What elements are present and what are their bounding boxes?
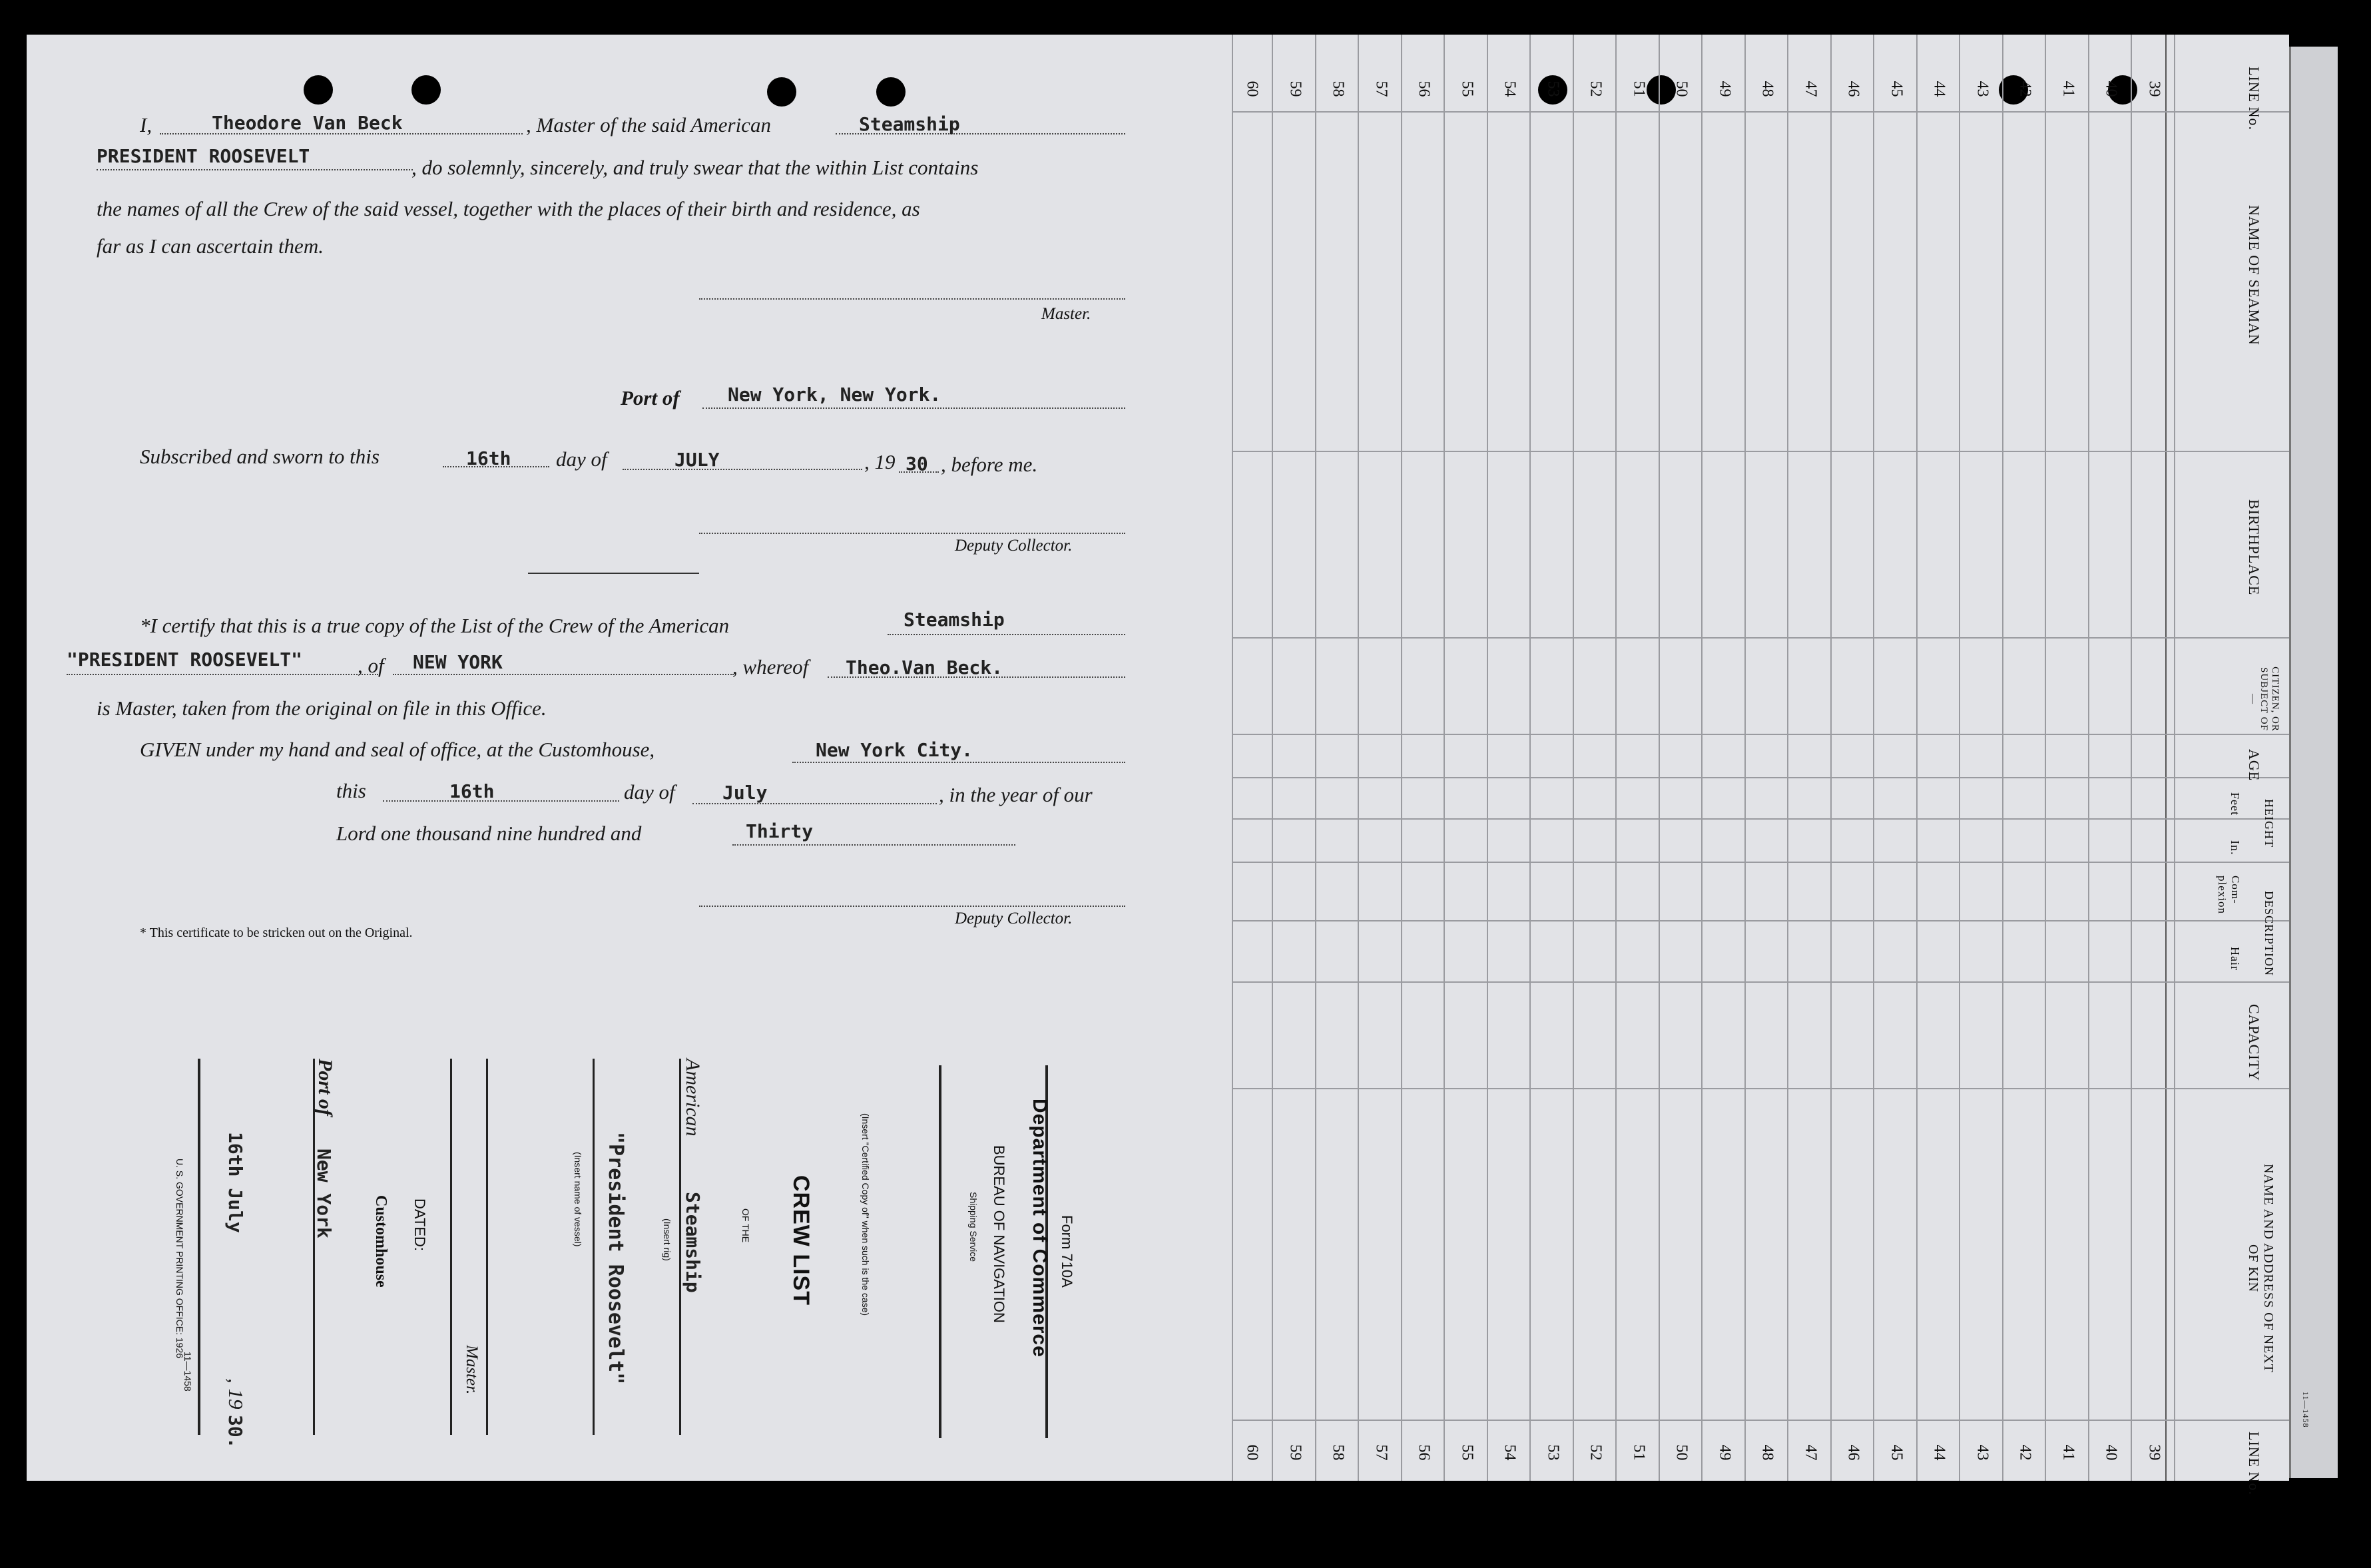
row-divider	[1315, 35, 1316, 1481]
deputy-collector-label: Deputy Collector.	[955, 537, 1073, 555]
line-number: 42	[2016, 81, 2034, 97]
header-in: In.	[2229, 840, 2242, 856]
line-number: 40	[2102, 1444, 2120, 1461]
oath-swear-1: , do solemnly, sincerely, and truly swear that the within List contains	[411, 156, 979, 179]
row-divider	[1529, 35, 1531, 1481]
line-number: 48	[1758, 1444, 1776, 1461]
line-number: 55	[1458, 81, 1475, 97]
header-height: HEIGHT	[2262, 799, 2276, 848]
cert-customhouse: New York City.	[816, 739, 973, 761]
docket-year: 30.	[224, 1415, 246, 1449]
cert-master: Theo.Van Beck.	[846, 656, 1003, 678]
cert-vessel-name: "PRESIDENT ROOSEVELT"	[67, 649, 303, 670]
row-divider	[1916, 35, 1918, 1481]
oath-master-of: , Master of the said American	[526, 113, 771, 136]
docket-service: Shipping Service	[968, 1192, 979, 1262]
line-number: 59	[1286, 1444, 1304, 1461]
cert-whereof: , whereof	[732, 655, 809, 678]
docket-insert-rig: (Insert rig)	[662, 1218, 672, 1261]
line-number: 40	[2102, 81, 2120, 97]
header-line-no: LINE No.	[2246, 67, 2262, 131]
row-divider	[2045, 35, 2046, 1481]
cert-home-port: NEW YORK	[413, 651, 503, 673]
docket-crew-list: CREW LIST	[788, 1175, 814, 1306]
docket-printer: U. S. GOVERNMENT PRINTING OFFICE: 1926	[174, 1159, 185, 1359]
cert-of: , of	[358, 654, 384, 677]
line-number: 44	[1930, 81, 1948, 97]
line-number: 53	[1544, 81, 1561, 97]
cert-day-of: day of	[624, 780, 675, 804]
docket-customhouse: Customhouse	[372, 1195, 390, 1288]
header-feet: Feet	[2229, 792, 2242, 816]
line-number: 43	[1974, 81, 1991, 97]
row-divider	[1272, 35, 1273, 1481]
cert-day: 16th	[449, 780, 495, 802]
punch-hole	[767, 77, 796, 107]
cert-vessel-type: Steamship	[904, 609, 1005, 631]
line-number: 60	[1243, 81, 1261, 97]
row-divider	[2174, 35, 2175, 1481]
line-number: 51	[1630, 81, 1647, 97]
row-divider	[1787, 35, 1788, 1481]
line-number: 54	[1501, 81, 1519, 97]
docket-form: Form 710A	[1059, 1215, 1075, 1288]
line-number: 59	[1286, 81, 1304, 97]
line-number: 45	[1888, 81, 1905, 97]
line-number: 55	[1458, 1444, 1475, 1461]
line-number: 45	[1888, 1444, 1905, 1461]
line-number: 60	[1243, 1444, 1261, 1461]
row-divider	[1401, 35, 1402, 1481]
punch-hole	[304, 75, 333, 105]
line-number: 49	[1716, 1444, 1733, 1461]
certificate-footnote: * This certificate to be stricken out on the Original.	[140, 925, 413, 940]
docket-code: 11—1458	[182, 1352, 193, 1392]
docket-port-of: Port of	[314, 1059, 336, 1116]
docket-insert-name: (Insert name of vessel)	[573, 1152, 583, 1247]
master-name: Theodore Van Beck	[212, 112, 403, 134]
row-divider	[2002, 35, 2003, 1481]
header-description: DESCRIPTION	[2262, 891, 2276, 977]
row-divider	[1487, 35, 1488, 1481]
docket-year-prefix: , 19	[224, 1378, 248, 1410]
row-divider	[1573, 35, 1574, 1481]
row-divider	[1444, 35, 1445, 1481]
header-birthplace: BIRTHPLACE	[2246, 499, 2262, 596]
vessel-type: Steamship	[859, 113, 960, 135]
cert-in-year: , in the year of our	[939, 783, 1093, 806]
row-divider	[1701, 35, 1703, 1481]
docket-rig: Steamship	[682, 1192, 704, 1293]
line-number: 39	[2145, 1444, 2163, 1461]
docket-dept: Department of Commerce	[1029, 1099, 1051, 1358]
row-divider	[1659, 35, 1660, 1481]
header-name: NAME OF SEAMAN	[2246, 205, 2262, 346]
line-number: 41	[2059, 81, 2077, 97]
cert-month: July	[722, 782, 768, 804]
docket-insert-note: (Insert "Certified Copy of" when such is the case)	[860, 1113, 871, 1316]
line-number: 46	[1844, 1444, 1862, 1461]
port-of-label: Port of	[621, 386, 680, 409]
docket-bureau: BUREAU OF NAVIGATION	[991, 1145, 1007, 1323]
oath-swear-3: far as I can ascertain them.	[97, 234, 324, 258]
header-kin: NAME AND ADDRESS OF NEXT OF KIN	[2246, 1163, 2276, 1374]
line-number: 52	[1587, 1444, 1605, 1461]
certificate-line-1: *I certify that this is a true copy of the List of the Crew of the American	[140, 614, 730, 637]
line-number: 54	[1501, 1444, 1519, 1461]
row-divider	[1959, 35, 1960, 1481]
docket-of-the: OF THE	[740, 1208, 751, 1243]
subscribed-label: Subscribed and sworn to this	[140, 445, 380, 468]
line-number: 56	[1415, 1444, 1433, 1461]
port-value: New York, New York.	[728, 384, 941, 405]
row-divider	[1358, 35, 1359, 1481]
line-number: 57	[1372, 81, 1390, 97]
line-number: 39	[2145, 81, 2163, 97]
line-number: 50	[1673, 81, 1691, 97]
line-number: 51	[1630, 1444, 1647, 1461]
docket-vessel: "President Roosevelt"	[604, 1132, 627, 1385]
line-number: 46	[1844, 81, 1862, 97]
docket-dated: DATED:	[411, 1198, 428, 1252]
row-divider	[1615, 35, 1617, 1481]
docket-american: American	[682, 1059, 704, 1137]
master-signature-label: Master.	[1041, 305, 1091, 323]
line-number: 52	[1587, 81, 1605, 97]
line-number: 42	[2016, 1444, 2034, 1461]
header-hair: Hair	[2229, 947, 2242, 971]
vessel-name: PRESIDENT ROOSEVELT	[97, 145, 310, 167]
line-number: 49	[1716, 81, 1733, 97]
header-capacity: CAPACITY	[2246, 1004, 2262, 1081]
header-line-no-bottom: LINE No.	[2246, 1432, 2262, 1495]
line-number: 56	[1415, 81, 1433, 97]
line-number: 48	[1758, 81, 1776, 97]
row-divider	[1830, 35, 1832, 1481]
line-number: 44	[1930, 1444, 1948, 1461]
line-number: 53	[1544, 1444, 1561, 1461]
line-number: 50	[1673, 1444, 1691, 1461]
divider	[528, 573, 699, 574]
before-me: , before me.	[941, 453, 1038, 476]
sworn-month: JULY	[674, 449, 720, 471]
row-divider	[2131, 35, 2132, 1481]
cert-year-words: Thirty	[746, 820, 814, 842]
row-divider	[1873, 35, 1874, 1481]
day-of-label: day of	[556, 447, 607, 471]
page-edge	[2289, 47, 2338, 1478]
docket-port: New York	[313, 1149, 335, 1238]
docket-date: 16th July	[224, 1132, 246, 1233]
line-number: 57	[1372, 1444, 1390, 1461]
given-label: GIVEN under my hand and seal of office, at the Customhouse,	[140, 738, 655, 761]
docket-master: Master.	[463, 1345, 481, 1395]
year-prefix: , 19	[864, 450, 896, 473]
header-citizen: CITIZEN, OR SUBJECT OF—	[2247, 666, 2280, 732]
line-number: 58	[1329, 81, 1347, 97]
header-complexion: Com- plexion	[2216, 876, 2242, 914]
grid-code: 11—1458	[2301, 1392, 2310, 1428]
certificate-line-3: is Master, taken from the original on file in this Office.	[97, 696, 547, 720]
line-number: 47	[1802, 1444, 1819, 1461]
oath-i: I,	[140, 113, 152, 136]
line-number: 43	[1974, 1444, 1991, 1461]
sworn-day: 16th	[466, 447, 511, 469]
line-number: 58	[1329, 1444, 1347, 1461]
line-number: 41	[2059, 1444, 2077, 1461]
line-number: 47	[1802, 81, 1819, 97]
header-age: AGE	[2246, 749, 2262, 782]
punch-hole	[411, 75, 441, 105]
sworn-year: 30	[906, 453, 928, 475]
row-divider	[1744, 35, 1746, 1481]
lord-label: Lord one thousand nine hundred and	[336, 822, 642, 845]
oath-swear-2: the names of all the Crew of the said vessel, together with the places of their birth and residence, as	[97, 197, 920, 220]
cert-deputy-label: Deputy Collector.	[955, 910, 1073, 927]
this-label: this	[336, 779, 366, 802]
row-divider	[2088, 35, 2089, 1481]
punch-hole	[876, 77, 906, 107]
